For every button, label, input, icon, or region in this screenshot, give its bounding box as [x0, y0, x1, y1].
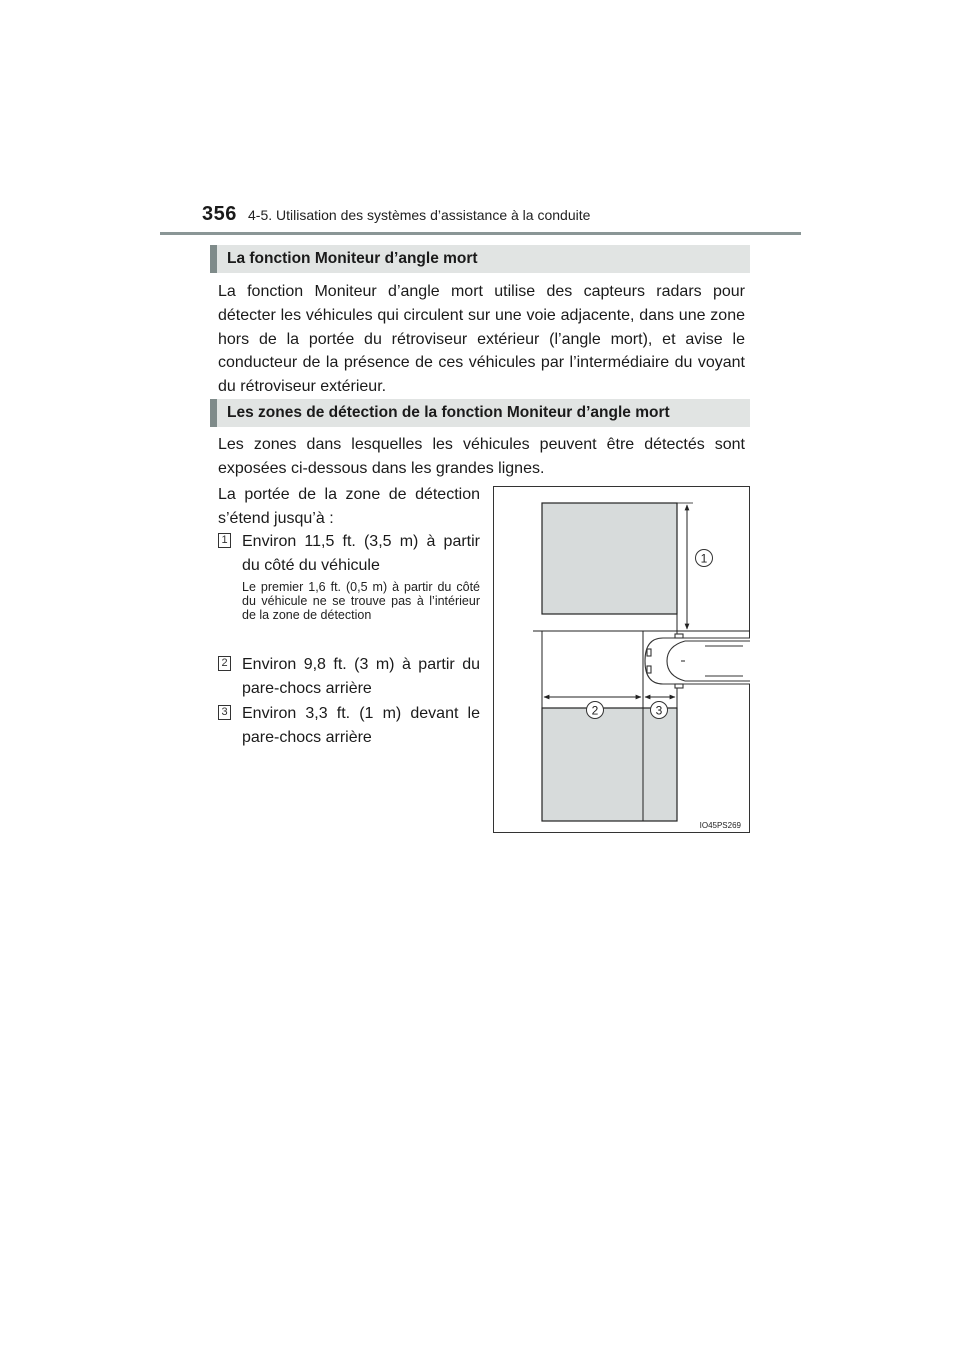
callout-2-label: 2	[591, 703, 599, 718]
callout-2	[587, 702, 604, 719]
callout-3-label: 3	[655, 703, 663, 718]
zones-description: Les zones dans lesquelles les véhicules peuvent être détectés sont exposées ci-dessous dans les grandes lignes.	[218, 436, 745, 477]
item-number-badge: 3	[218, 705, 231, 720]
callout-1-label: 1	[700, 551, 708, 566]
figure-code: IO45PS269	[699, 821, 741, 830]
detection-zone-figure	[493, 486, 750, 833]
item-number-badge: 2	[218, 656, 231, 671]
header-divider	[160, 232, 801, 235]
callout-1	[696, 550, 713, 567]
range-intro: La portée de la zone de détection s’étend jusqu’à :	[218, 486, 480, 527]
page-number: 356	[202, 203, 237, 225]
item-text: Environ 3,3 ft. (1 m) devant le pare-chocs arrière	[242, 705, 480, 746]
section-heading-blind-spot-monitor: La fonction Moniteur d’angle mort	[210, 245, 750, 273]
chapter-title: 4-5. Utilisation des systèmes d’assistance à la conduite	[248, 207, 591, 223]
item-number-badge: 1	[218, 533, 231, 548]
rear-detection-zone	[542, 708, 677, 821]
detection-zone-diagram	[493, 486, 750, 833]
callout-3	[651, 702, 668, 719]
item-text: Environ 11,5 ft. (3,5 m) à partir du côté du véhicule	[242, 533, 480, 574]
side-detection-zone	[542, 503, 677, 614]
monitor-description: La fonction Moniteur d’angle mort utilise des capteurs radars pour détecter les véhicules qui circulent sur une voie adjacente, dans une zone hors de la portée du rétroviseur extérieur (l’angle mort), et avise le conducteur de la présence de ces véhicules par l’intermédiaire du voyant du rétroviseur extérieur.	[218, 283, 745, 396]
car-outline-icon	[645, 634, 750, 688]
item-text: Environ 9,8 ft. (3 m) à partir du pare-chocs arrière	[242, 656, 480, 697]
item-note: Le premier 1,6 ft. (0,5 m) à partir du côté du véhicule ne se trouve pas à l’intérieur de la zone de détection	[242, 580, 480, 622]
section-heading-detection-zones: Les zones de détection de la fonction Moniteur d’angle mort	[210, 399, 750, 427]
